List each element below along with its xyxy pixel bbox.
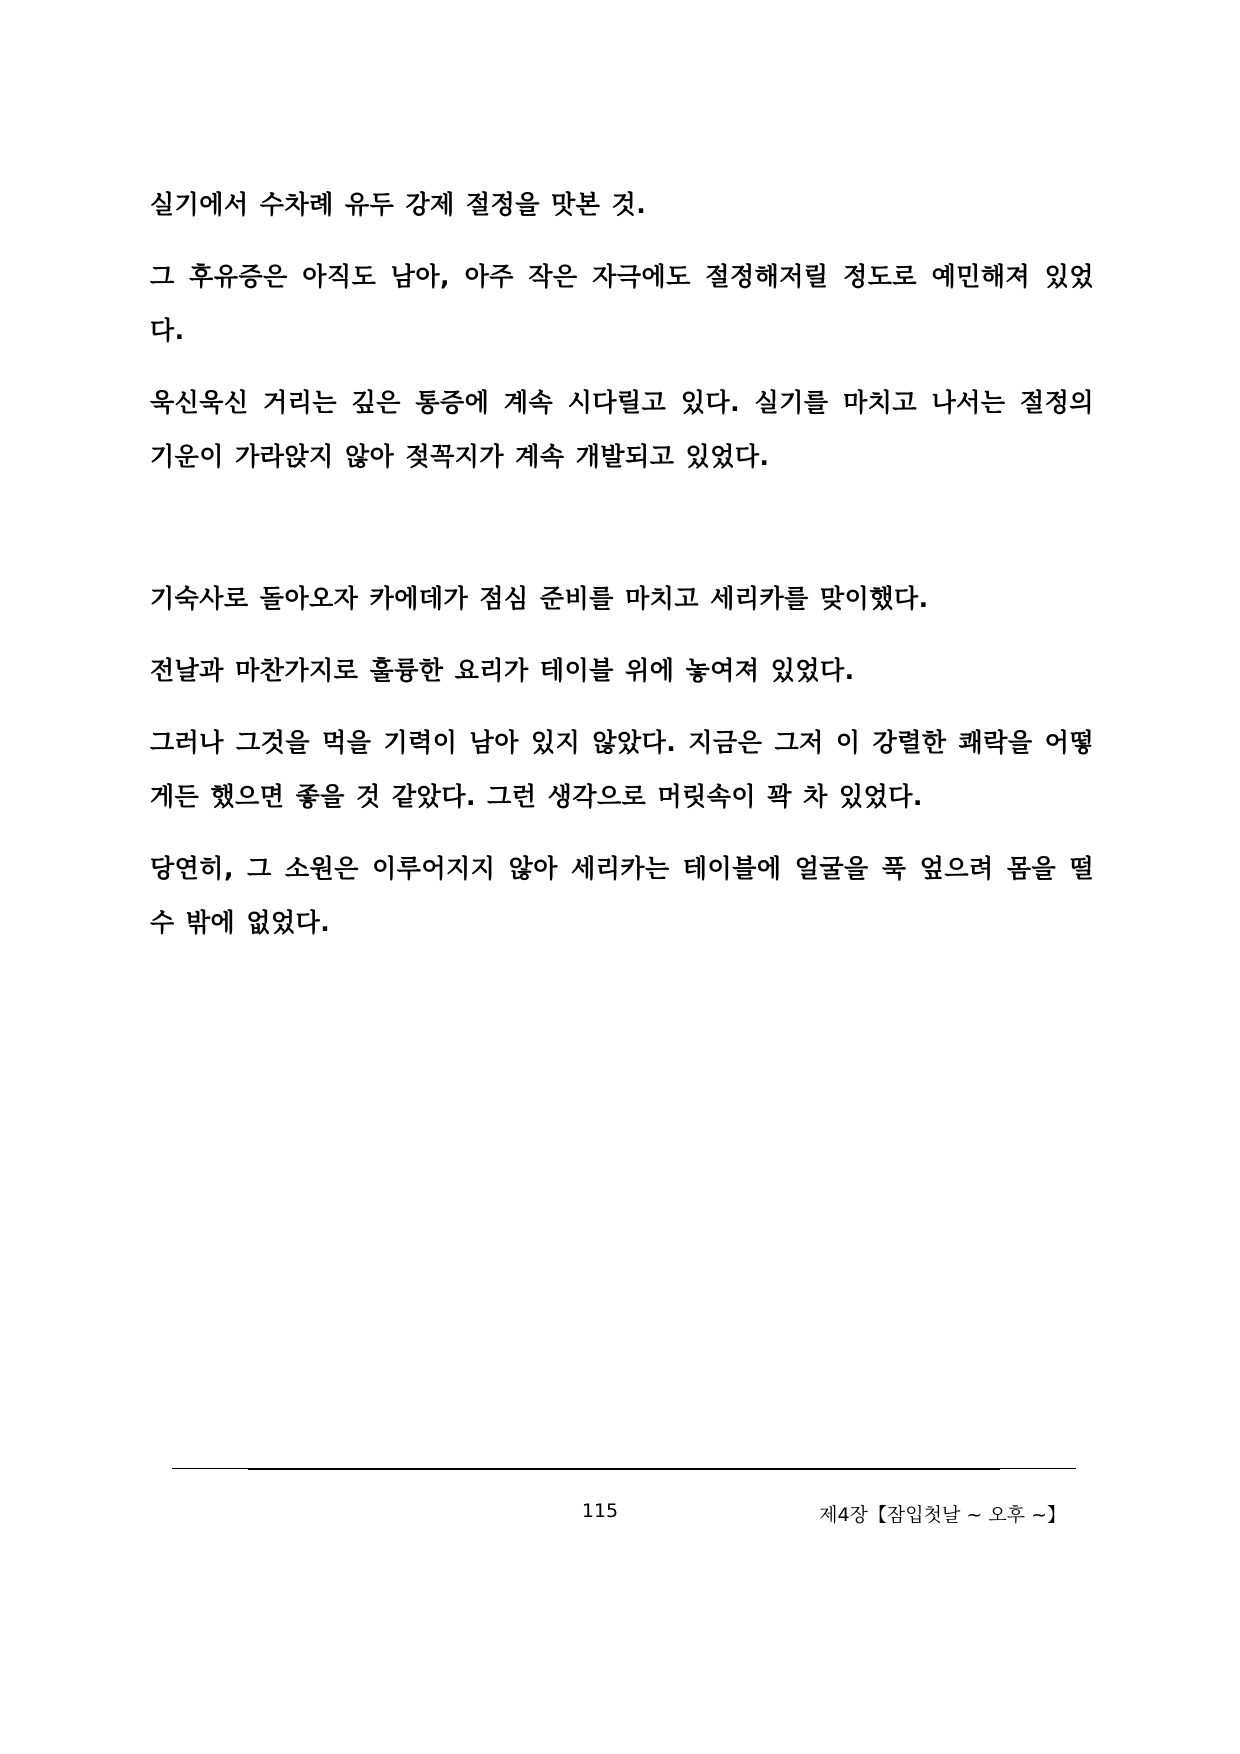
paragraph: 실기에서 수차례 유두 강제 절정을 맛본 것.	[150, 190, 647, 219]
page-number: 115	[581, 1500, 619, 1522]
paragraph: 그러나 그것을 먹을 기력이 남아 있지 않았다. 지금은 그저 이 강렬한 쾌락을 어떻게든 했으면 좋을 것 같았다. 그런 생각으로 머릿속이 꽉 차 있었다.	[150, 728, 1094, 811]
footer-divider-accent	[248, 1468, 1000, 1470]
paragraph: 전날과 마찬가지로 훌륭한 요리가 테이블 위에 놓여져 있었다.	[150, 656, 855, 685]
paragraph: 당연히, 그 소원은 이루어지지 않아 세리카는 테이블에 얼굴을 푹 엎으려 몸을 떨 수 밖에 없었다.	[150, 854, 1094, 937]
page-body	[150, 178, 1094, 968]
paragraph: 기숙사로 돌아오자 카에데가 점심 준비를 마치고 세리카를 맞이했다.	[150, 584, 929, 613]
paragraph: 욱신욱신 거리는 깊은 통증에 계속 시다릴고 있다. 실기를 마치고 나서는 절정의 기운이 가라앉지 않아 젖꼭지가 계속 개발되고 있었다.	[150, 388, 1094, 471]
chapter-title: 제4장【잠입첫날 ~ 오후 ~】	[819, 1504, 1066, 1526]
paragraph: 그 후유증은 아직도 남아, 아주 작은 자극에도 절정해저릴 정도로 예민해져 있었다.	[150, 262, 1094, 345]
